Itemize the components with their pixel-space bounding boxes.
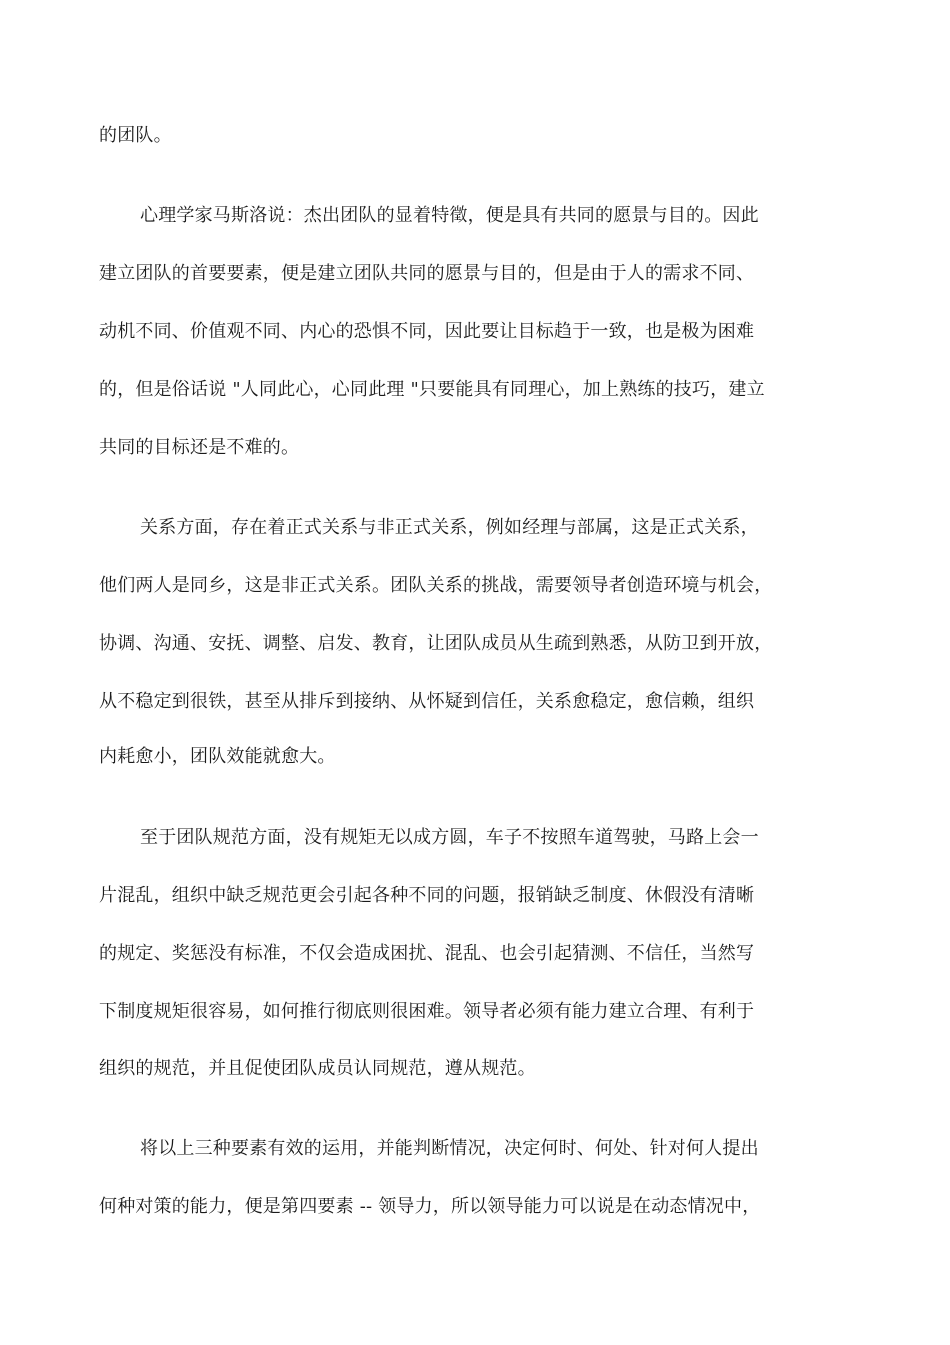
text-line: 的规定、奖惩没有标准，不仅会造成困扰、混乱、也会引起猜测、不信任，当然写 — [99, 943, 755, 964]
text-line: 他们两人是同乡，这是非正式关系。团队关系的挑战，需要领导者创造环境与机会， — [99, 575, 773, 596]
paragraph-first-line: 心理学家马斯洛说：杰出团队的显着特徵，便是具有共同的愿景与目的。因此 — [140, 205, 759, 226]
paragraph-first-line: 至于团队规范方面，没有规矩无以成方圆，车子不按照车道驾驶，马路上会一 — [140, 827, 759, 848]
text-line: 内耗愈小，团队效能就愈大。 — [99, 746, 336, 767]
text-line: 何种对策的能力，便是第四要素 -- 领导力，所以领导能力可以说是在动态情况中， — [99, 1196, 761, 1217]
text-line: 组织的规范，并且促使团队成员认同规范，遵从规范。 — [99, 1058, 536, 1079]
text-line: 从不稳定到很铁，甚至从排斥到接纳、从怀疑到信任，关系愈稳定，愈信赖，组织 — [99, 691, 755, 712]
text-line: 片混乱，组织中缺乏规范更会引起各种不同的问题，报销缺乏制度、休假没有清晰 — [99, 885, 755, 906]
paragraph-first-line: 将以上三种要素有效的运用，并能判断情况，决定何时、何处、针对何人提出 — [140, 1138, 759, 1159]
paragraph-first-line: 关系方面，存在着正式关系与非正式关系，例如经理与部属，这是正式关系， — [140, 517, 759, 538]
text-line: 建立团队的首要要素，便是建立团队共同的愿景与目的，但是由于人的需求不同、 — [99, 263, 755, 284]
text-line: 的团队。 — [99, 125, 172, 146]
text-line: 协调、沟通、安抚、调整、启发、教育，让团队成员从生疏到熟悉，从防卫到开放， — [99, 633, 773, 654]
text-line: 动机不同、价值观不同、内心的恐惧不同，因此要让目标趋于一致，也是极为困难 — [99, 321, 755, 342]
text-line: 的，但是俗话说 "人同此心，心同此理 "只要能具有同理心，加上熟练的技巧，建立 — [99, 379, 765, 400]
text-line: 共同的目标还是不难的。 — [99, 437, 300, 458]
text-line: 下制度规矩很容易，如何推行彻底则很困难。领导者必须有能力建立合理、有利于 — [99, 1001, 755, 1022]
